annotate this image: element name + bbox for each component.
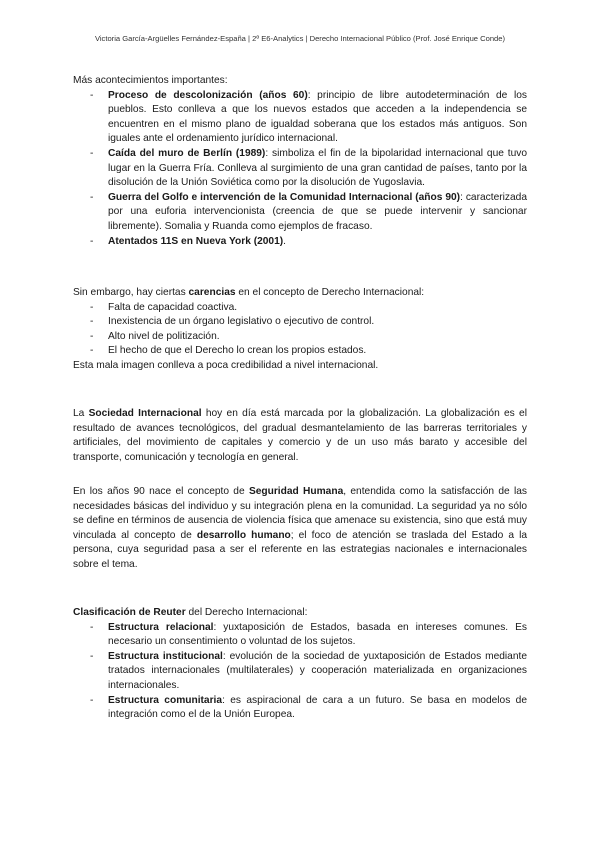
list-item-term: Caída del muro de Berlín (1989)	[108, 147, 266, 159]
carencias-intro-after: en el concepto de Derecho Internacional:	[235, 287, 425, 298]
sociedad-paragraph	[73, 407, 527, 465]
list-item-text: .	[283, 235, 286, 247]
sociedad-after: hoy en día está marcada por la globalización. La globalización es el resultado de avances tecnológicos, del gradual desmantelamiento de las barreras territoriales y artificiales, del movimiento de capitales y comercio y de un uso más barato y accesible del transporte, comunicación y tecnología en general.	[73, 408, 527, 463]
carencias-list	[73, 301, 527, 359]
list-item-term: Guerra del Golfo e intervención de la Comunidad Internacional (años 90)	[108, 191, 461, 203]
seguridad-bold-1: Seguridad Humana	[248, 486, 344, 497]
list-item	[73, 650, 527, 694]
seguridad-middle: , entendida como la satisfacción de las necesidades básicas del individuo y su integración plena en la comunidad. La seguridad ya no sólo se define en términos de ausencia de violencia física que amenace su existencia, sino que está muy vinculada al concepto de	[73, 486, 528, 541]
list-item-term: Atentados 11S en Nueva York (2001)	[108, 235, 284, 247]
list-item-term: Proceso de descolonización (años 60)	[108, 89, 308, 101]
list-item	[73, 147, 527, 191]
sociedad-before: La	[73, 408, 89, 419]
events-section	[73, 74, 527, 249]
list-item	[73, 235, 527, 250]
list-item-text: : evolución de la sociedad de yuxtaposición de Estados mediante tratados internacionales (multilaterales) y cooperación materializada en organizaciones internacionales.	[108, 650, 528, 691]
seguridad-paragraph	[73, 485, 527, 573]
carencias-intro-before: Sin embargo, hay ciertas	[73, 287, 189, 298]
carencias-intro	[73, 286, 527, 301]
list-item-text: : caracterizada por una euforia intervencionista (creencia de que se puede intervenir y sancionar libremente). Somalia y Ruanda como ejemplos de fracaso.	[108, 191, 527, 232]
seguridad-bold-2: desarrollo humano	[196, 529, 291, 541]
carencias-outro: Esta mala imagen conlleva a poca credibilidad a nivel internacional.	[73, 359, 379, 371]
events-intro: Más acontecimientos importantes:	[73, 75, 228, 86]
list-item-text: : principio de libre autodeterminación de los pueblos. Esto conlleva a que los nuevos estados que acceden a la independencia se encuentren en el mismo plano de igualdad soberana que los estados más antiguos. Son iguales ante el ordenamiento jurídico internacional.	[108, 89, 527, 145]
reuter-list	[73, 621, 527, 723]
list-item	[73, 89, 527, 147]
list-item-term: Estructura relacional	[108, 621, 214, 633]
page-header: Victoria García-Argüelles Fernández-España | 2º E6-Analytics | Derecho Internacional Público (Prof. José Enrique Conde)	[94, 34, 506, 43]
list-item-term: Estructura institucional	[108, 650, 223, 662]
seguridad-after: ; el foco de atención se traslada del Estado a la persona, cuya seguridad pasa a ser el referente en las estrategias nacionales e internacionales sobre el tema.	[73, 529, 527, 570]
list-item: - El hecho de que el Derecho lo crean los propios estados.	[73, 344, 527, 359]
list-item-text: : es aspiracional de cara a un futuro. Se basa en modelos de integración como el de la Unión Europea.	[108, 694, 528, 721]
list-item: - Falta de capacidad coactiva.	[73, 301, 527, 316]
events-list	[73, 89, 527, 250]
reuter-intro-bold: Clasificación de Reuter	[73, 607, 186, 618]
list-item	[73, 621, 527, 650]
list-item: - Inexistencia de un órgano legislativo o ejecutivo de control.	[73, 315, 527, 330]
seguridad-section	[73, 485, 527, 573]
list-item-term: Estructura comunitaria	[108, 694, 223, 706]
list-item-text: : simboliza el fin de la bipolaridad internacional que tuvo lugar en la Guerra Fría. Conlleva al surgimiento de una gran cantidad de países, tanto por la disolución de la Unión Soviética como por la disolución de Yugoslavia.	[108, 147, 527, 189]
sociedad-bold: Sociedad Internacional	[88, 408, 202, 419]
list-item	[73, 191, 527, 235]
seguridad-before: En los años 90 nace el concepto de	[73, 486, 249, 497]
carencias-intro-bold: carencias	[188, 287, 236, 298]
carencias-section	[73, 286, 527, 374]
reuter-section	[73, 606, 527, 723]
sociedad-section	[73, 407, 527, 465]
list-item: - Alto nivel de politización.	[73, 330, 527, 345]
list-item-text: : yuxtaposición de Estados, basada en intereses comunes. Es necesario un consentimiento o voluntad de los sujetos.	[108, 621, 527, 648]
reuter-intro-after: del Derecho Internacional:	[185, 607, 308, 618]
list-item	[73, 694, 527, 723]
reuter-intro	[73, 606, 527, 621]
